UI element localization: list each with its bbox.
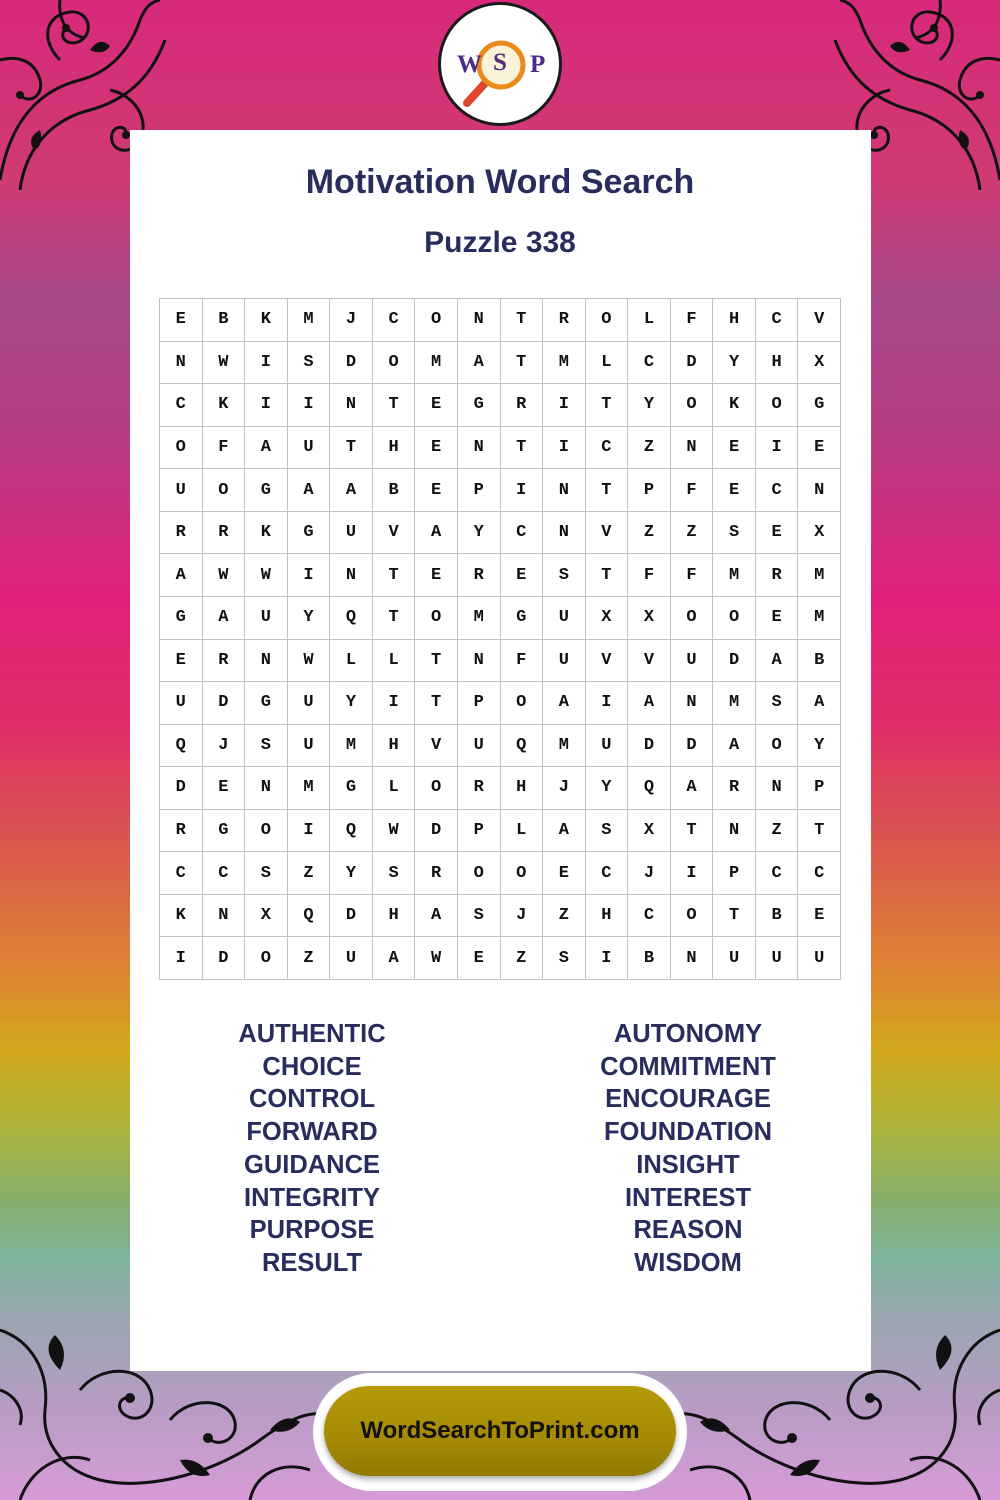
grid-cell[interactable]: A (373, 937, 416, 980)
grid-cell[interactable]: N (671, 682, 714, 725)
grid-cell[interactable]: A (203, 597, 246, 640)
grid-cell[interactable]: X (628, 810, 671, 853)
grid-cell[interactable]: Q (628, 767, 671, 810)
grid-cell[interactable]: I (160, 937, 203, 980)
grid-cell[interactable]: B (203, 299, 246, 342)
word-list-right (528, 1018, 848, 1280)
grid-cell[interactable]: T (501, 299, 544, 342)
grid-cell[interactable]: N (330, 384, 373, 427)
grid-cell[interactable]: C (586, 852, 629, 895)
grid-cell[interactable]: O (245, 810, 288, 853)
grid-cell[interactable]: K (245, 299, 288, 342)
grid-cell[interactable]: F (203, 427, 246, 470)
grid-cell[interactable]: E (458, 937, 501, 980)
grid-cell[interactable]: Y (628, 384, 671, 427)
grid-cell[interactable]: I (288, 384, 331, 427)
grid-cell[interactable]: O (245, 937, 288, 980)
grid-cell[interactable]: D (713, 640, 756, 683)
grid-cell[interactable]: R (543, 299, 586, 342)
grid-cell[interactable]: R (458, 767, 501, 810)
grid-cell[interactable]: Z (756, 810, 799, 853)
word-list-left (152, 1018, 472, 1280)
grid-cell[interactable]: K (160, 895, 203, 938)
grid-cell[interactable]: T (415, 640, 458, 683)
grid-cell[interactable]: Y (458, 512, 501, 555)
grid-cell[interactable]: D (671, 725, 714, 768)
grid-cell[interactable]: M (288, 299, 331, 342)
grid-cell[interactable]: O (713, 597, 756, 640)
grid-cell[interactable]: A (458, 342, 501, 385)
grid-cell[interactable]: U (160, 682, 203, 725)
grid-cell[interactable]: A (330, 469, 373, 512)
grid-cell[interactable]: I (543, 384, 586, 427)
grid-cell[interactable]: I (245, 384, 288, 427)
grid-cell[interactable]: P (458, 810, 501, 853)
grid-cell[interactable]: S (288, 342, 331, 385)
grid-cell[interactable]: U (245, 597, 288, 640)
grid-cell[interactable]: O (458, 852, 501, 895)
grid-cell[interactable]: Y (330, 682, 373, 725)
grid-cell[interactable]: D (330, 895, 373, 938)
word-item: CHOICE (262, 1052, 362, 1081)
grid-cell[interactable]: I (543, 427, 586, 470)
page-title: Motivation Word Search (305, 163, 695, 201)
grid-cell[interactable]: N (713, 810, 756, 853)
grid-cell[interactable]: T (415, 682, 458, 725)
grid-cell[interactable]: U (330, 512, 373, 555)
grid-cell[interactable]: G (330, 767, 373, 810)
grid-cell[interactable]: I (671, 852, 714, 895)
grid-cell[interactable]: A (543, 682, 586, 725)
grid-cell[interactable]: Z (543, 895, 586, 938)
grid-cell[interactable]: C (756, 852, 799, 895)
grid-cell[interactable]: O (415, 597, 458, 640)
word-item: REASON (633, 1216, 743, 1245)
grid-cell[interactable]: E (160, 640, 203, 683)
grid-cell[interactable]: E (415, 554, 458, 597)
grid-cell[interactable]: V (415, 725, 458, 768)
grid-cell[interactable]: Y (288, 597, 331, 640)
grid-cell[interactable]: R (203, 512, 246, 555)
grid-cell[interactable]: U (756, 937, 799, 980)
grid-cell[interactable]: U (288, 682, 331, 725)
grid-cell[interactable]: O (160, 427, 203, 470)
grid-cell[interactable]: C (203, 852, 246, 895)
grid-cell[interactable]: I (756, 427, 799, 470)
grid-cell[interactable]: U (798, 937, 841, 980)
grid-cell[interactable]: P (458, 682, 501, 725)
word-item: CONTROL (248, 1085, 376, 1114)
grid-cell[interactable]: O (756, 384, 799, 427)
grid-cell[interactable]: R (458, 554, 501, 597)
grid-cell[interactable]: N (543, 512, 586, 555)
grid-cell[interactable]: I (586, 937, 629, 980)
word-item: RESULT (261, 1248, 363, 1277)
grid-cell[interactable]: L (628, 299, 671, 342)
grid-cell[interactable]: V (586, 640, 629, 683)
grid-cell[interactable]: U (288, 427, 331, 470)
grid-cell[interactable]: L (501, 810, 544, 853)
grid-cell[interactable]: S (756, 682, 799, 725)
grid-cell[interactable]: Z (628, 512, 671, 555)
grid-cell[interactable]: I (288, 810, 331, 853)
grid-cell[interactable]: W (288, 640, 331, 683)
grid-cell[interactable]: N (203, 895, 246, 938)
grid-cell[interactable]: N (245, 640, 288, 683)
grid-cell[interactable]: U (160, 469, 203, 512)
letter-grid[interactable] (159, 298, 841, 980)
grid-cell[interactable]: X (798, 512, 841, 555)
grid-cell[interactable]: R (415, 852, 458, 895)
grid-cell[interactable]: T (373, 554, 416, 597)
grid-cell[interactable]: A (415, 512, 458, 555)
grid-cell[interactable]: N (798, 469, 841, 512)
grid-cell[interactable]: C (756, 469, 799, 512)
grid-cell[interactable]: H (373, 725, 416, 768)
grid-cell[interactable]: G (798, 384, 841, 427)
grid-cell[interactable]: A (288, 469, 331, 512)
grid-cell[interactable]: C (628, 342, 671, 385)
grid-cell[interactable]: J (501, 895, 544, 938)
grid-cell[interactable]: N (756, 767, 799, 810)
grid-cell[interactable]: G (458, 384, 501, 427)
grid-cell[interactable]: T (713, 895, 756, 938)
grid-cell[interactable]: A (798, 682, 841, 725)
grid-cell[interactable]: F (501, 640, 544, 683)
grid-cell[interactable]: K (713, 384, 756, 427)
grid-cell[interactable]: N (671, 937, 714, 980)
word-item: ENCOURAGE (605, 1085, 771, 1114)
grid-cell[interactable]: V (373, 512, 416, 555)
grid-cell[interactable]: R (501, 384, 544, 427)
grid-cell[interactable]: S (245, 725, 288, 768)
word-item: FOUNDATION (603, 1118, 773, 1147)
grid-cell[interactable]: D (628, 725, 671, 768)
grid-cell[interactable]: E (798, 895, 841, 938)
grid-cell[interactable]: R (160, 512, 203, 555)
grid-cell[interactable]: Q (160, 725, 203, 768)
grid-cell[interactable]: N (245, 767, 288, 810)
grid-cell[interactable]: C (501, 512, 544, 555)
grid-cell[interactable]: W (415, 937, 458, 980)
grid-cell[interactable]: O (671, 384, 714, 427)
grid-cell[interactable]: I (245, 342, 288, 385)
grid-cell[interactable]: Z (288, 937, 331, 980)
grid-cell[interactable]: C (373, 299, 416, 342)
grid-cell[interactable]: R (203, 640, 246, 683)
grid-cell[interactable]: G (501, 597, 544, 640)
word-item: INSIGHT (636, 1150, 740, 1179)
grid-cell[interactable]: A (543, 810, 586, 853)
word-item: WISDOM (634, 1248, 742, 1277)
grid-cell[interactable]: L (373, 767, 416, 810)
grid-cell[interactable]: H (501, 767, 544, 810)
grid-cell[interactable]: A (713, 725, 756, 768)
grid-cell[interactable]: E (415, 427, 458, 470)
grid-cell[interactable]: E (415, 384, 458, 427)
grid-cell[interactable]: S (713, 512, 756, 555)
grid-cell[interactable]: L (586, 342, 629, 385)
grid-cell[interactable]: H (586, 895, 629, 938)
grid-cell[interactable]: T (501, 342, 544, 385)
grid-cell[interactable]: W (203, 554, 246, 597)
grid-cell[interactable]: N (330, 554, 373, 597)
grid-cell[interactable]: A (160, 554, 203, 597)
grid-cell[interactable]: D (160, 767, 203, 810)
grid-cell[interactable]: M (798, 554, 841, 597)
grid-cell[interactable]: X (798, 342, 841, 385)
grid-cell[interactable]: N (458, 427, 501, 470)
grid-cell[interactable]: H (373, 427, 416, 470)
grid-cell[interactable]: F (671, 554, 714, 597)
logo-letter-w: W (457, 51, 482, 78)
grid-cell[interactable]: M (713, 682, 756, 725)
grid-cell[interactable]: T (798, 810, 841, 853)
grid-cell[interactable]: H (756, 342, 799, 385)
grid-cell[interactable]: N (543, 469, 586, 512)
grid-cell[interactable]: T (373, 384, 416, 427)
grid-cell[interactable]: M (288, 767, 331, 810)
grid-cell[interactable]: O (671, 597, 714, 640)
grid-cell[interactable]: D (415, 810, 458, 853)
grid-cell[interactable]: S (543, 554, 586, 597)
grid-cell[interactable]: H (373, 895, 416, 938)
grid-cell[interactable]: C (798, 852, 841, 895)
grid-cell[interactable]: P (628, 469, 671, 512)
website-link-button[interactable]: WordSearchToPrint.com (324, 1386, 676, 1476)
grid-cell[interactable]: O (501, 682, 544, 725)
grid-cell[interactable]: N (160, 342, 203, 385)
grid-cell[interactable]: V (586, 512, 629, 555)
grid-cell[interactable]: Y (713, 342, 756, 385)
grid-cell[interactable]: O (415, 767, 458, 810)
grid-cell[interactable]: Z (671, 512, 714, 555)
grid-cell[interactable]: S (245, 852, 288, 895)
grid-cell[interactable]: O (501, 852, 544, 895)
grid-cell[interactable]: Q (330, 810, 373, 853)
grid-cell[interactable]: M (713, 554, 756, 597)
grid-cell[interactable]: X (245, 895, 288, 938)
word-item: FORWARD (246, 1118, 378, 1147)
grid-cell[interactable]: C (586, 427, 629, 470)
grid-cell[interactable]: Z (288, 852, 331, 895)
word-item: INTEREST (624, 1183, 752, 1212)
word-item: AUTHENTIC (238, 1020, 386, 1048)
grid-cell[interactable]: B (798, 640, 841, 683)
grid-cell[interactable]: C (628, 895, 671, 938)
grid-cell[interactable]: T (373, 597, 416, 640)
grid-cell[interactable]: G (203, 810, 246, 853)
grid-cell[interactable]: A (628, 682, 671, 725)
grid-cell[interactable]: X (586, 597, 629, 640)
grid-cell[interactable]: T (330, 427, 373, 470)
grid-cell[interactable]: T (671, 810, 714, 853)
site-logo[interactable] (438, 2, 562, 126)
grid-cell[interactable]: I (501, 469, 544, 512)
grid-cell[interactable]: D (671, 342, 714, 385)
grid-cell[interactable]: E (756, 512, 799, 555)
grid-cell[interactable]: R (713, 767, 756, 810)
grid-cell[interactable]: U (713, 937, 756, 980)
grid-cell[interactable]: S (586, 810, 629, 853)
grid-cell[interactable]: P (798, 767, 841, 810)
word-item: COMMITMENT (600, 1052, 776, 1081)
puzzle-number: Puzzle 338 (424, 226, 576, 259)
grid-cell[interactable]: M (543, 342, 586, 385)
grid-cell[interactable]: O (756, 725, 799, 768)
grid-cell[interactable]: Z (628, 427, 671, 470)
grid-cell[interactable]: I (288, 554, 331, 597)
grid-cell[interactable]: H (713, 299, 756, 342)
grid-cell[interactable]: A (756, 640, 799, 683)
grid-cell[interactable]: U (330, 937, 373, 980)
grid-cell[interactable]: O (415, 299, 458, 342)
grid-cell[interactable]: Q (330, 597, 373, 640)
grid-cell[interactable]: N (458, 640, 501, 683)
grid-cell[interactable]: E (756, 597, 799, 640)
grid-cell[interactable]: K (245, 512, 288, 555)
grid-cell[interactable]: O (203, 469, 246, 512)
grid-cell[interactable]: C (160, 852, 203, 895)
grid-cell[interactable]: J (628, 852, 671, 895)
grid-cell[interactable]: U (671, 640, 714, 683)
grid-cell[interactable]: Y (330, 852, 373, 895)
grid-cell[interactable]: G (245, 469, 288, 512)
grid-cell[interactable]: N (458, 299, 501, 342)
grid-cell[interactable]: W (373, 810, 416, 853)
grid-cell[interactable]: Q (501, 725, 544, 768)
word-item: INTEGRITY (243, 1183, 380, 1212)
grid-cell[interactable]: J (203, 725, 246, 768)
grid-cell[interactable]: E (415, 469, 458, 512)
grid-cell[interactable]: M (543, 725, 586, 768)
grid-cell[interactable]: M (458, 597, 501, 640)
grid-cell[interactable]: E (203, 767, 246, 810)
grid-cell[interactable]: E (798, 427, 841, 470)
grid-cell[interactable]: O (586, 299, 629, 342)
word-item: AUTONOMY (613, 1020, 763, 1048)
grid-cell[interactable]: E (713, 427, 756, 470)
word-item: GUIDANCE (243, 1150, 380, 1179)
grid-cell[interactable]: K (203, 384, 246, 427)
grid-cell[interactable]: U (288, 725, 331, 768)
grid-cell[interactable]: C (160, 384, 203, 427)
grid-cell[interactable]: U (543, 640, 586, 683)
grid-cell[interactable]: L (373, 640, 416, 683)
grid-cell[interactable]: S (543, 937, 586, 980)
grid-cell[interactable]: L (330, 640, 373, 683)
grid-cell[interactable]: D (203, 937, 246, 980)
grid-cell[interactable]: U (586, 725, 629, 768)
grid-cell[interactable]: F (671, 299, 714, 342)
grid-cell[interactable]: E (160, 299, 203, 342)
grid-cell[interactable]: T (586, 384, 629, 427)
grid-cell[interactable]: G (160, 597, 203, 640)
grid-cell[interactable]: E (543, 852, 586, 895)
grid-cell[interactable]: Q (288, 895, 331, 938)
grid-cell[interactable]: G (288, 512, 331, 555)
grid-cell[interactable]: T (501, 427, 544, 470)
grid-cell[interactable]: W (203, 342, 246, 385)
grid-cell[interactable]: V (628, 640, 671, 683)
grid-cell[interactable]: D (203, 682, 246, 725)
grid-cell[interactable]: M (330, 725, 373, 768)
grid-cell[interactable]: N (671, 427, 714, 470)
grid-cell[interactable]: B (373, 469, 416, 512)
grid-cell[interactable]: U (458, 725, 501, 768)
grid-cell[interactable]: Y (798, 725, 841, 768)
logo-letter-s: S (493, 49, 507, 76)
grid-cell[interactable]: M (415, 342, 458, 385)
grid-cell[interactable]: A (245, 427, 288, 470)
grid-cell[interactable]: B (628, 937, 671, 980)
logo-letter-p: P (530, 51, 546, 78)
grid-cell[interactable]: M (798, 597, 841, 640)
grid-cell[interactable]: W (245, 554, 288, 597)
grid-cell[interactable]: Y (586, 767, 629, 810)
grid-cell[interactable]: T (586, 554, 629, 597)
grid-cell[interactable]: P (458, 469, 501, 512)
grid-cell[interactable]: F (671, 469, 714, 512)
grid-cell[interactable]: I (586, 682, 629, 725)
grid-cell[interactable]: O (671, 895, 714, 938)
word-item: PURPOSE (249, 1216, 375, 1245)
grid-cell[interactable]: I (373, 682, 416, 725)
grid-cell[interactable]: O (373, 342, 416, 385)
grid-cell[interactable]: E (501, 554, 544, 597)
grid-cell[interactable]: E (713, 469, 756, 512)
grid-cell[interactable]: S (373, 852, 416, 895)
grid-cell[interactable]: X (628, 597, 671, 640)
grid-cell[interactable]: F (628, 554, 671, 597)
grid-cell[interactable]: Z (501, 937, 544, 980)
grid-cell[interactable]: J (543, 767, 586, 810)
grid-cell[interactable]: S (458, 895, 501, 938)
grid-cell[interactable]: A (671, 767, 714, 810)
grid-cell[interactable]: A (415, 895, 458, 938)
grid-cell[interactable]: U (543, 597, 586, 640)
grid-cell[interactable]: V (798, 299, 841, 342)
grid-cell[interactable]: C (756, 299, 799, 342)
grid-cell[interactable]: P (713, 852, 756, 895)
grid-cell[interactable]: D (330, 342, 373, 385)
grid-cell[interactable]: B (756, 895, 799, 938)
grid-cell[interactable]: R (160, 810, 203, 853)
grid-cell[interactable]: J (330, 299, 373, 342)
grid-cell[interactable]: T (586, 469, 629, 512)
grid-cell[interactable]: R (756, 554, 799, 597)
grid-cell[interactable]: G (245, 682, 288, 725)
